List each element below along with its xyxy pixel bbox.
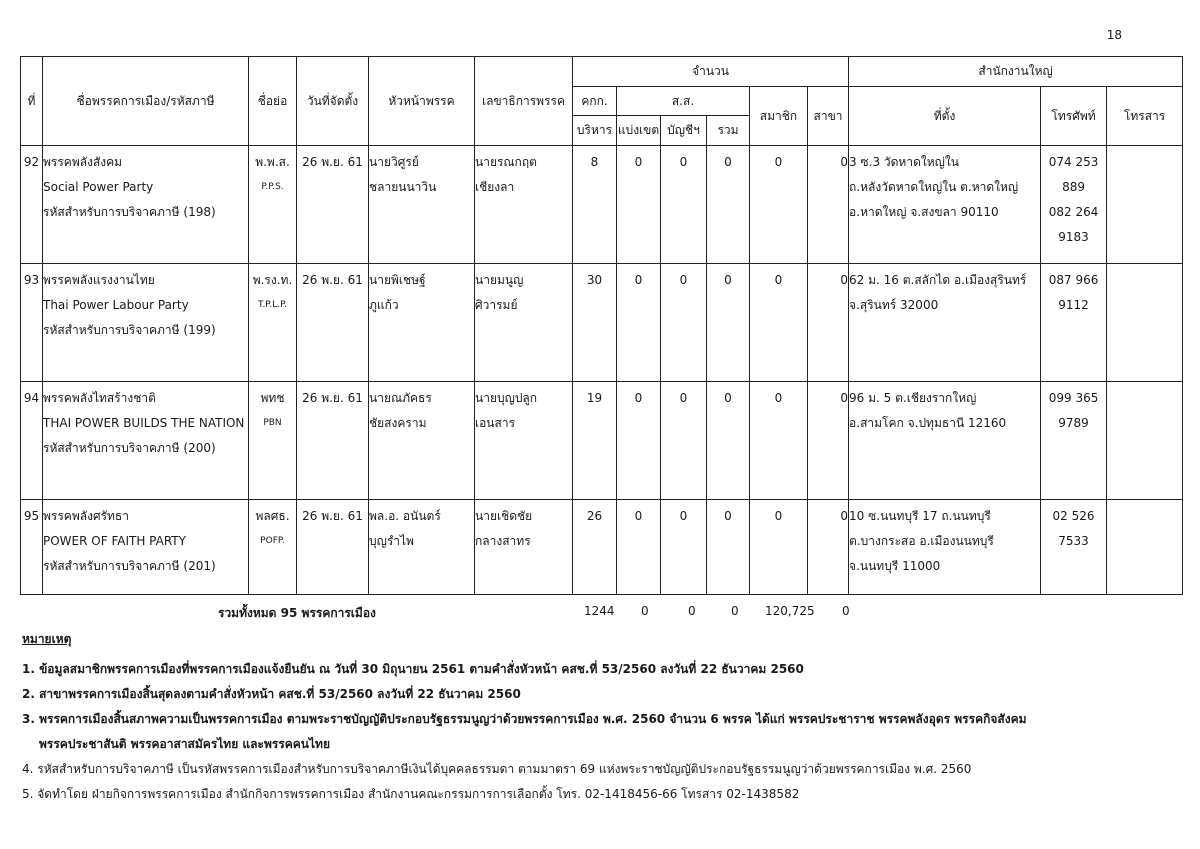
note-1: 1. ข้อมูลสมาชิกพรรคการเมืองที่พรรคการเมืองแจ้งยืนยัน ณ วันที่ 30 มิถุนายน 2561 ตามคำสั่งหัวหน้า คสช.ที่ 53/2560 ลงวันที่ 22 ธันวาคม 2560 [22, 662, 804, 676]
cell-mp-list: 0 [661, 500, 707, 595]
header-phone: โทรศัพท์ [1041, 87, 1107, 146]
header-mp-list: บัญชีฯ [661, 116, 707, 146]
cell-no: 93 [21, 264, 43, 382]
party-table [20, 56, 1183, 595]
cell-phone [1041, 264, 1107, 382]
totals-mp-list: 0 [688, 604, 696, 618]
secretary-line-1: นายมนูญ [475, 273, 524, 287]
note-4: 4. รหัสสำหรับการบริจาคภาษี เป็นรหัสพรรคการเมืองสำหรับการบริจาคภาษีเงินได้บุคคลธรรมดา ตามมาตรา 69 แห่งพระราชบัญญัติประกอบรัฐธรรมนูญว่าด้วยพรรคการเมือง พ.ศ. 2560 [22, 762, 972, 776]
cell-branches: 0 [808, 500, 849, 595]
cell-exec: 30 [573, 264, 617, 382]
cell-party-name [43, 264, 249, 382]
table-row [21, 146, 1183, 264]
address-line-2: อ.สามโคก จ.ปทุมธานี 12160 [849, 416, 1007, 430]
header-party-name: ชื่อพรรคการเมือง/รหัสภาษี [43, 57, 249, 146]
leader-line-1: พล.อ. อนันตร์ [369, 509, 441, 523]
party-tax-code: รหัสสำหรับการบริจาคภาษี (198) [43, 205, 216, 219]
header-members: สมาชิก [750, 87, 808, 146]
cell-branches: 0 [808, 382, 849, 500]
phone-line-1: 099 365 [1048, 391, 1099, 405]
cell-party-name [43, 500, 249, 595]
leader-line-2: บุญรำไพ [369, 534, 414, 548]
phone-line-2: 9112 [1058, 298, 1089, 312]
header-branches: สาขา [808, 87, 849, 146]
cell-members: 0 [750, 382, 808, 500]
table-row [21, 500, 1183, 595]
totals-exec: 1244 [584, 604, 615, 618]
cell-founded: 26 พ.ย. 61 [297, 146, 369, 264]
address-line-1: 96 ม. 5 ต.เชียงรากใหญ่ [849, 391, 977, 405]
leader-line-2: ชัยสงคราม [369, 416, 427, 430]
cell-exec: 26 [573, 500, 617, 595]
cell-abbr [249, 500, 297, 595]
totals-members: 120,725 [765, 604, 815, 618]
header-hq-group: สำนักงานใหญ่ [849, 57, 1183, 87]
cell-fax [1107, 146, 1183, 264]
totals-label: รวมทั้งหมด 95 พรรคการเมือง [218, 606, 376, 620]
cell-party-name [43, 382, 249, 500]
abbr-th: พ.รง.ท. [252, 273, 293, 287]
cell-founded: 26 พ.ย. 61 [297, 264, 369, 382]
note-3 [22, 707, 1182, 757]
cell-leader [369, 264, 475, 382]
address-line-3: จ.นนทบุรี 11000 [849, 559, 941, 573]
address-line-3: อ.หาดใหญ่ จ.สงขลา 90110 [849, 205, 999, 219]
cell-members: 0 [750, 264, 808, 382]
cell-address [849, 264, 1041, 382]
party-tax-code: รหัสสำหรับการบริจาคภาษี (199) [43, 323, 216, 337]
abbr-en: P.P.S. [261, 182, 284, 192]
cell-address [849, 146, 1041, 264]
cell-mp-list: 0 [661, 264, 707, 382]
secretary-line-1: นายเชิดชัย [475, 509, 533, 523]
address-line-2: ต.บางกระสอ อ.เมืองนนทบุรี [849, 534, 994, 548]
cell-leader [369, 500, 475, 595]
abbr-th: พทช [260, 391, 285, 405]
cell-secretary [475, 500, 573, 595]
cell-branches: 0 [808, 146, 849, 264]
cell-founded: 26 พ.ย. 61 [297, 500, 369, 595]
header-fax: โทรสาร [1107, 87, 1183, 146]
header-abbr: ชื่อย่อ [249, 57, 297, 146]
abbr-th: พลศธ. [255, 509, 290, 523]
cell-abbr [249, 146, 297, 264]
leader-line-1: นายณภัคธร [369, 391, 432, 405]
party-name-en: THAI POWER BUILDS THE NATION [43, 416, 245, 430]
cell-phone [1041, 382, 1107, 500]
cell-mp-district: 0 [617, 500, 661, 595]
cell-address [849, 382, 1041, 500]
table-row [21, 382, 1183, 500]
phone-line-1: 02 526 [1052, 509, 1095, 523]
leader-line-1: นายวิศูรย์ [369, 155, 419, 169]
secretary-line-2: เอนสาร [475, 416, 516, 430]
cell-no: 92 [21, 146, 43, 264]
cell-mp-total: 0 [707, 264, 750, 382]
party-name-en: POWER OF FAITH PARTY [43, 534, 186, 548]
abbr-en: POFP. [260, 536, 285, 546]
header-mp-district: แบ่งเขต [617, 116, 661, 146]
totals-mp-total: 0 [731, 604, 739, 618]
totals-mp-district: 0 [641, 604, 649, 618]
cell-mp-list: 0 [661, 382, 707, 500]
cell-party-name [43, 146, 249, 264]
party-name-en: Social Power Party [43, 180, 154, 194]
address-line-1: 62 ม. 16 ต.สลักได อ.เมืองสุรินทร์ [849, 273, 1027, 287]
cell-phone [1041, 146, 1107, 264]
phone-line-2: 7533 [1058, 534, 1089, 548]
secretary-line-1: นายรณกฤต [475, 155, 537, 169]
party-name-en: Thai Power Labour Party [43, 298, 189, 312]
table-row [21, 264, 1183, 382]
note-5: 5. จัดทำโดย ฝ่ายกิจการพรรคการเมือง สำนักกิจการพรรคการเมือง สำนักงานคณะกรรมการการเลือกตั้ง โทร. 02-1418456-66 โทรสาร 02-1438582 [22, 787, 800, 801]
cell-abbr [249, 382, 297, 500]
header-mp-total: รวม [707, 116, 750, 146]
cell-leader [369, 382, 475, 500]
header-no: ที่ [21, 57, 43, 146]
totals-row [0, 604, 1200, 624]
cell-mp-district: 0 [617, 146, 661, 264]
phone-line-3: 082 264 [1048, 205, 1099, 219]
party-tax-code: รหัสสำหรับการบริจาคภาษี (201) [43, 559, 216, 573]
phone-line-1: 074 253 [1048, 155, 1099, 169]
cell-mp-total: 0 [707, 382, 750, 500]
leader-line-1: นายพิเชษฐ์ [369, 273, 426, 287]
note-3-line-2: พรรคประชาสันติ พรรคอาสาสมัครไทย และพรรคคนไทย [39, 737, 330, 751]
cell-mp-district: 0 [617, 264, 661, 382]
cell-abbr [249, 264, 297, 382]
abbr-en: T.P.L.P. [258, 300, 287, 310]
cell-fax [1107, 264, 1183, 382]
cell-no: 94 [21, 382, 43, 500]
cell-address [849, 500, 1041, 595]
cell-mp-total: 0 [707, 146, 750, 264]
header-count-group: จำนวน [573, 57, 849, 87]
party-name-th: พรรคพลังศรัทธา [43, 509, 129, 523]
cell-members: 0 [750, 500, 808, 595]
cell-secretary [475, 146, 573, 264]
abbr-th: พ.พ.ส. [255, 155, 290, 169]
cell-exec: 8 [573, 146, 617, 264]
cell-fax [1107, 382, 1183, 500]
party-name-th: พรรคพลังสังคม [43, 155, 123, 169]
header-secretary: เลขาธิการพรรค [475, 57, 573, 146]
cell-no: 95 [21, 500, 43, 595]
address-line-1: 10 ซ.นนทบุรี 17 ถ.นนทบุรี [849, 509, 991, 523]
phone-line-2: 9789 [1058, 416, 1089, 430]
totals-branches: 0 [842, 604, 850, 618]
cell-exec: 19 [573, 382, 617, 500]
leader-line-2: ชลายนนาวิน [369, 180, 437, 194]
cell-members: 0 [750, 146, 808, 264]
cell-secretary [475, 382, 573, 500]
phone-line-1: 087 966 [1048, 273, 1099, 287]
cell-mp-district: 0 [617, 382, 661, 500]
header-exec-bottom: บริหาร [573, 116, 617, 146]
party-tax-code: รหัสสำหรับการบริจาคภาษี (200) [43, 441, 216, 455]
address-line-2: จ.สุรินทร์ 32000 [849, 298, 939, 312]
notes-section [22, 630, 1182, 807]
phone-line-4: 9183 [1058, 230, 1089, 244]
note-2: 2. สาขาพรรคการเมืองสิ้นสุดลงตามคำสั่งหัวหน้า คสช.ที่ 53/2560 ลงวันที่ 22 ธันวาคม 2560 [22, 687, 521, 701]
secretary-line-2: กลางสาทร [475, 534, 531, 548]
header-mp-group: ส.ส. [617, 87, 750, 116]
header-leader: หัวหน้าพรรค [369, 57, 475, 146]
cell-secretary [475, 264, 573, 382]
secretary-line-1: นายบุญปลูก [475, 391, 538, 405]
cell-mp-total: 0 [707, 500, 750, 595]
cell-mp-list: 0 [661, 146, 707, 264]
cell-founded: 26 พ.ย. 61 [297, 382, 369, 500]
party-name-th: พรรคพลังไทสร้างชาติ [43, 391, 156, 405]
abbr-en: PBN [263, 418, 282, 428]
header-address: ที่ตั้ง [849, 87, 1041, 146]
header-exec-top: คกก. [573, 87, 617, 116]
secretary-line-2: ศิวารมย์ [475, 298, 518, 312]
leader-line-2: ภูแก้ว [369, 298, 399, 312]
header-founded: วันที่จัดตั้ง [297, 57, 369, 146]
page-number: 18 [1106, 28, 1122, 42]
address-line-1: 3 ซ.3 วัดหาดใหญ่ใน [849, 155, 959, 169]
address-line-2: ถ.หลังวัดหาดใหญ่ใน ต.หาดใหญ่ [849, 180, 1019, 194]
phone-line-2: 889 [1062, 180, 1085, 194]
secretary-line-2: เชียงลา [475, 180, 515, 194]
cell-branches: 0 [808, 264, 849, 382]
notes-title: หมายเหตุ [22, 632, 72, 646]
cell-phone [1041, 500, 1107, 595]
cell-leader [369, 146, 475, 264]
party-name-th: พรรคพลังแรงงานไทย [43, 273, 155, 287]
cell-fax [1107, 500, 1183, 595]
note-3-line-1: 3. พรรคการเมืองสิ้นสภาพความเป็นพรรคการเมือง ตามพระราชบัญญัติประกอบรัฐธรรมนูญว่าด้วยพรรคการเมือง พ.ศ. 2560 จำนวน 6 พรรค ได้แก่ พรรคประชาราช พรรคพลังอุดร พรรคกิจสังคม [22, 712, 1027, 726]
